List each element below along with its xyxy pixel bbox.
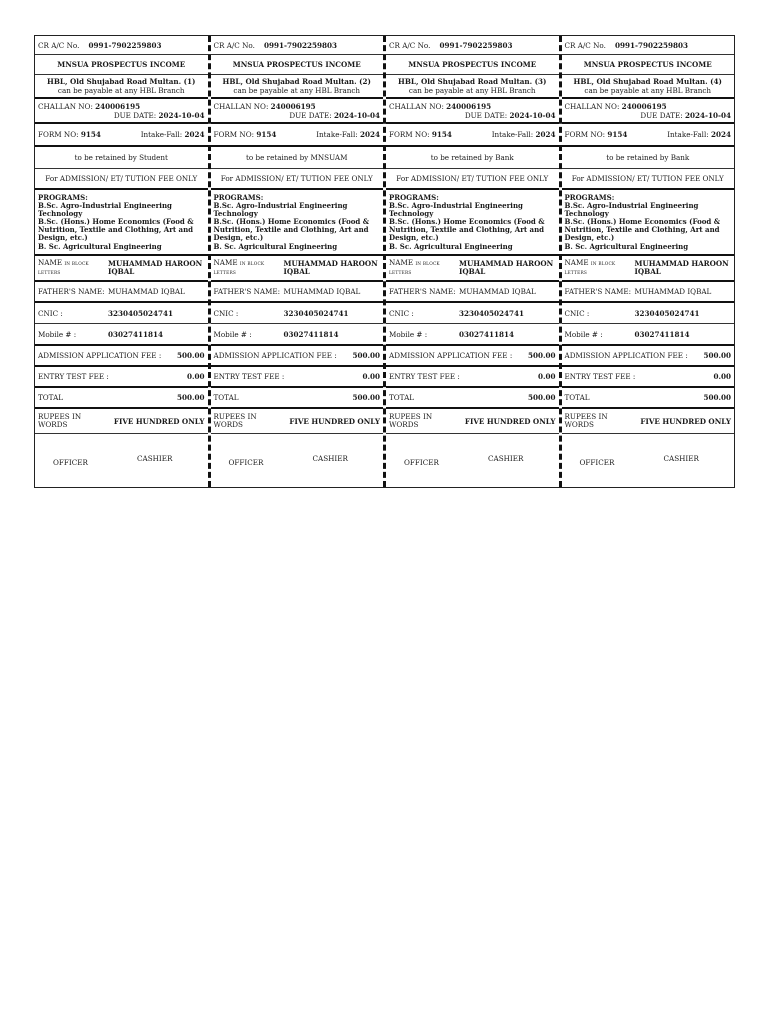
branch-name: HBL, Old Shujabad Road Multan. (2) (222, 77, 371, 86)
program-item: B.Sc. Agro-Industrial Engineering Technology (389, 201, 523, 219)
name-label: NAME (564, 258, 589, 267)
program-item: B.Sc. (Hons.) Home Economics (Food & Nutrition, Textile and Clothing, Art and Design, etc.) (389, 217, 545, 243)
name-label: NAME (389, 258, 414, 267)
words-label: RUPEES IN WORDS (38, 412, 82, 429)
title-row (386, 55, 559, 75)
total-row (562, 388, 735, 409)
et-fee-label: ENTRY TEST FEE : (564, 372, 636, 381)
admission-note: For ADMISSION/ ET/ TUTION FEE ONLY (571, 174, 724, 183)
title-row (211, 55, 384, 75)
form-row (386, 124, 559, 147)
total-row (35, 388, 208, 409)
words-row (211, 409, 384, 434)
student-name: MUHAMMAD HAROON IQBAL (108, 258, 203, 276)
payable-note: can be payable at any HBL Branch (57, 85, 185, 95)
admission-note: For ADMISSION/ ET/ TUTION FEE ONLY (220, 174, 373, 183)
programs-row (211, 190, 384, 256)
form-title: MNSUA PROSPECTUS INCOME (232, 60, 361, 69)
form-no: 9154 (607, 130, 628, 139)
account-row (211, 36, 384, 55)
account-number: 0991-7902259803 (439, 40, 513, 50)
et-fee-label: ENTRY TEST FEE : (213, 372, 285, 381)
program-item: B. Sc. Agricultural Engineering (564, 241, 689, 251)
challan-number: 240006195 (446, 102, 492, 111)
retain-row (211, 147, 384, 169)
app-fee-label: ADMISSION APPLICATION FEE : (213, 351, 337, 360)
branch-name: HBL, Old Shujabad Road Multan. (4) (573, 77, 722, 86)
mobile-row (35, 324, 208, 346)
name-row (562, 256, 735, 282)
father-label: FATHER'S NAME: (564, 287, 632, 296)
father-name: MUHAMMAD IQBAL (283, 287, 361, 296)
challan-copy-bank-1 (383, 36, 559, 487)
total-label: TOTAL (213, 393, 239, 402)
signature-row (562, 434, 735, 489)
app-fee-row (562, 346, 735, 367)
et-fee-value: 0.00 (362, 372, 380, 381)
total-value: 500.00 (176, 393, 205, 402)
due-date-label: DUE DATE: (464, 111, 508, 120)
intake-label: Intake-Fall: (667, 130, 709, 139)
branch-row (386, 75, 559, 99)
name-letters-label: LETTERS (389, 271, 412, 276)
officer-signature: OFFICER (579, 458, 615, 467)
retained-by: to be retained by Bank (606, 153, 690, 162)
form-no-label: FORM NO: (564, 130, 606, 139)
form-no-label: FORM NO: (38, 130, 79, 139)
app-fee-value: 500.00 (527, 351, 556, 360)
challan-row (35, 99, 208, 124)
name-letters-label: LETTERS (38, 271, 61, 276)
cashier-signature: CASHIER (663, 454, 699, 463)
programs-heading: PROGRAMS: (564, 193, 615, 202)
total-row (211, 388, 384, 409)
name-letters-label: LETTERS (213, 271, 237, 276)
father-name: MUHAMMAD IQBAL (634, 287, 712, 296)
officer-signature: OFFICER (228, 458, 264, 467)
et-fee-row (386, 367, 559, 388)
due-date: 2024-10-04 (509, 111, 556, 120)
father-name: MUHAMMAD IQBAL (459, 287, 536, 296)
cnic-value: 3230405024741 (634, 308, 700, 318)
mobile-row (562, 324, 735, 346)
programs-row (562, 190, 735, 256)
branch-name: HBL, Old Shujabad Road Multan. (3) (398, 77, 547, 86)
student-name: MUHAMMAD HAROON IQBAL (634, 258, 729, 276)
words-label: RUPEES IN WORDS (564, 412, 608, 429)
title-row (35, 55, 208, 75)
payable-note: can be payable at any HBL Branch (233, 85, 361, 95)
form-no-label: FORM NO: (389, 130, 430, 139)
account-label: CR A/C No. (389, 40, 431, 50)
form-no: 9154 (256, 130, 277, 139)
programs-heading: PROGRAMS: (38, 193, 88, 202)
account-row (386, 36, 559, 55)
form-no-label: FORM NO: (213, 130, 255, 139)
program-item: B.Sc. Agro-Industrial Engineering Technology (564, 201, 699, 219)
branch-row (562, 75, 735, 99)
cnic-label: CNIC : (389, 308, 414, 318)
retained-by: to be retained by Student (74, 153, 168, 162)
cashier-signature: CASHIER (137, 454, 173, 463)
challan-label: CHALLAN NO: (213, 102, 269, 111)
form-row (562, 124, 735, 147)
programs-heading: PROGRAMS: (389, 193, 439, 202)
mobile-label: Mobile # : (389, 329, 428, 339)
et-fee-value: 0.00 (186, 372, 205, 381)
challan-number: 240006195 (621, 102, 667, 111)
account-label: CR A/C No. (564, 40, 606, 50)
retain-row (35, 147, 208, 169)
program-item: B.Sc. (Hons.) Home Economics (Food & Nutrition, Textile and Clothing, Art and Design, etc.) (213, 217, 370, 243)
form-no: 9154 (431, 130, 452, 139)
father-label: FATHER'S NAME: (213, 287, 281, 296)
father-label: FATHER'S NAME: (38, 287, 105, 296)
form-row (35, 124, 208, 147)
name-block-label: IN BLOCK (239, 262, 265, 267)
branch-row (35, 75, 208, 99)
mobile-value: 03027411814 (283, 329, 339, 339)
total-label: TOTAL (389, 393, 415, 402)
et-fee-row (35, 367, 208, 388)
cashier-signature: CASHIER (312, 454, 348, 463)
due-date: 2024-10-04 (685, 111, 731, 120)
retained-by: to be retained by Bank (430, 153, 514, 162)
name-block-label: IN BLOCK (64, 262, 89, 267)
program-item: B.Sc. (Hons.) Home Economics (Food & Nutrition, Textile and Clothing, Art and Design, etc.) (38, 217, 194, 243)
retained-by: to be retained by MNSUAM (246, 153, 348, 162)
total-label: TOTAL (564, 393, 590, 402)
et-fee-row (211, 367, 384, 388)
challan-row (211, 99, 384, 124)
total-label: TOTAL (38, 393, 64, 402)
programs-heading: PROGRAMS: (213, 193, 264, 202)
intake-year: 2024 (359, 130, 380, 139)
cnic-label: CNIC : (564, 308, 590, 318)
admission-row (211, 169, 384, 190)
intake-year: 2024 (710, 130, 731, 139)
mobile-value: 03027411814 (459, 329, 515, 339)
program-item: B.Sc. Agro-Industrial Engineering Technology (38, 201, 172, 219)
total-value: 500.00 (703, 393, 731, 402)
app-fee-row (211, 346, 384, 367)
challan-label: CHALLAN NO: (564, 102, 620, 111)
form-title: MNSUA PROSPECTUS INCOME (583, 60, 712, 69)
words-row (35, 409, 208, 434)
branch-name: HBL, Old Shujabad Road Multan. (1) (47, 77, 196, 86)
cnic-row (35, 303, 208, 324)
form-title: MNSUA PROSPECTUS INCOME (57, 60, 186, 69)
due-date: 2024-10-04 (158, 111, 205, 120)
et-fee-label: ENTRY TEST FEE : (38, 372, 109, 381)
challan-row (562, 99, 735, 124)
due-date-label: DUE DATE: (640, 111, 683, 120)
cnic-row (211, 303, 384, 324)
total-row (386, 388, 559, 409)
account-label: CR A/C No. (38, 40, 80, 50)
intake-year: 2024 (184, 130, 205, 139)
father-name: MUHAMMAD IQBAL (108, 287, 185, 296)
due-date: 2024-10-04 (334, 111, 380, 120)
challan-row (386, 99, 559, 124)
account-number: 0991-7902259803 (88, 40, 162, 50)
challan-number: 240006195 (270, 102, 316, 111)
retain-row (562, 147, 735, 169)
cnic-label: CNIC : (38, 308, 63, 318)
father-row (35, 282, 208, 303)
account-number: 0991-7902259803 (615, 40, 689, 50)
challan-number: 240006195 (95, 102, 141, 111)
name-label: NAME (38, 258, 63, 267)
cnic-row (562, 303, 735, 324)
et-fee-value: 0.00 (713, 372, 731, 381)
account-label: CR A/C No. (213, 40, 255, 50)
father-row (562, 282, 735, 303)
intake-label: Intake-Fall: (316, 130, 358, 139)
mobile-row (386, 324, 559, 346)
amount-words: FIVE HUNDRED ONLY (464, 416, 556, 426)
mobile-label: Mobile # : (564, 329, 603, 339)
programs-row (386, 190, 559, 256)
mobile-label: Mobile # : (213, 329, 252, 339)
officer-signature: OFFICER (53, 458, 88, 467)
student-name: MUHAMMAD HAROON IQBAL (459, 258, 554, 276)
name-row (386, 256, 559, 282)
intake-label: Intake-Fall: (140, 130, 183, 139)
father-row (211, 282, 384, 303)
name-row (35, 256, 208, 282)
app-fee-label: ADMISSION APPLICATION FEE : (564, 351, 688, 360)
et-fee-label: ENTRY TEST FEE : (389, 372, 460, 381)
mobile-value: 03027411814 (108, 329, 164, 339)
admission-row (562, 169, 735, 190)
app-fee-row (35, 346, 208, 367)
cashier-signature: CASHIER (488, 454, 524, 463)
challan-copy-university (208, 36, 384, 487)
amount-words: FIVE HUNDRED ONLY (289, 416, 380, 426)
form-row (211, 124, 384, 147)
name-row (211, 256, 384, 282)
account-row (35, 36, 208, 55)
admission-row (386, 169, 559, 190)
name-letters-label: LETTERS (564, 271, 588, 276)
cnic-label: CNIC : (213, 308, 239, 318)
name-label: NAME (213, 258, 238, 267)
cnic-value: 3230405024741 (283, 308, 349, 318)
officer-signature: OFFICER (404, 458, 439, 467)
total-value: 500.00 (352, 393, 380, 402)
app-fee-value: 500.00 (703, 351, 731, 360)
words-row (562, 409, 735, 434)
mobile-value: 03027411814 (634, 329, 690, 339)
et-fee-value: 0.00 (537, 372, 556, 381)
admission-note: For ADMISSION/ ET/ TUTION FEE ONLY (396, 174, 549, 183)
payable-note: can be payable at any HBL Branch (408, 85, 536, 95)
challan-copy-bank-2 (559, 36, 735, 487)
branch-row (211, 75, 384, 99)
title-row (562, 55, 735, 75)
et-fee-row (562, 367, 735, 388)
program-item: B. Sc. Agricultural Engineering (389, 241, 513, 251)
challan-label: CHALLAN NO: (389, 102, 444, 111)
challan-copy-student (35, 36, 208, 487)
programs-row (35, 190, 208, 256)
form-title: MNSUA PROSPECTUS INCOME (408, 60, 537, 69)
cnic-value: 3230405024741 (108, 308, 174, 318)
program-item: B.Sc. (Hons.) Home Economics (Food & Nutrition, Textile and Clothing, Art and Design, etc.) (564, 217, 721, 243)
retain-row (386, 147, 559, 169)
program-item: B. Sc. Agricultural Engineering (213, 241, 338, 251)
intake-label: Intake-Fall: (491, 130, 534, 139)
account-number: 0991-7902259803 (264, 40, 338, 50)
words-label: RUPEES IN WORDS (213, 412, 257, 429)
cnic-row (386, 303, 559, 324)
signature-row (35, 434, 208, 489)
amount-words: FIVE HUNDRED ONLY (113, 416, 205, 426)
father-row (386, 282, 559, 303)
app-fee-label: ADMISSION APPLICATION FEE : (389, 351, 513, 360)
due-date-label: DUE DATE: (289, 111, 332, 120)
words-row (386, 409, 559, 434)
admission-row (35, 169, 208, 190)
app-fee-value: 500.00 (176, 351, 205, 360)
name-block-label: IN BLOCK (415, 262, 440, 267)
account-row (562, 36, 735, 55)
challan-form (34, 35, 735, 488)
name-block-label: IN BLOCK (590, 262, 616, 267)
due-date-label: DUE DATE: (113, 111, 157, 120)
signature-row (211, 434, 384, 489)
father-label: FATHER'S NAME: (389, 287, 456, 296)
admission-note: For ADMISSION/ ET/ TUTION FEE ONLY (45, 174, 198, 183)
words-label: RUPEES IN WORDS (389, 412, 433, 429)
program-item: B.Sc. Agro-Industrial Engineering Technology (213, 201, 348, 219)
form-no: 9154 (80, 130, 101, 139)
cnic-value: 3230405024741 (459, 308, 525, 318)
amount-words: FIVE HUNDRED ONLY (640, 416, 731, 426)
student-name: MUHAMMAD HAROON IQBAL (283, 258, 378, 276)
program-item: B. Sc. Agricultural Engineering (38, 241, 162, 251)
app-fee-row (386, 346, 559, 367)
app-fee-value: 500.00 (352, 351, 380, 360)
intake-year: 2024 (535, 130, 556, 139)
mobile-row (211, 324, 384, 346)
app-fee-label: ADMISSION APPLICATION FEE : (38, 351, 162, 360)
signature-row (386, 434, 559, 489)
mobile-label: Mobile # : (38, 329, 77, 339)
payable-note: can be payable at any HBL Branch (584, 85, 712, 95)
challan-label: CHALLAN NO: (38, 102, 93, 111)
total-value: 500.00 (527, 393, 556, 402)
